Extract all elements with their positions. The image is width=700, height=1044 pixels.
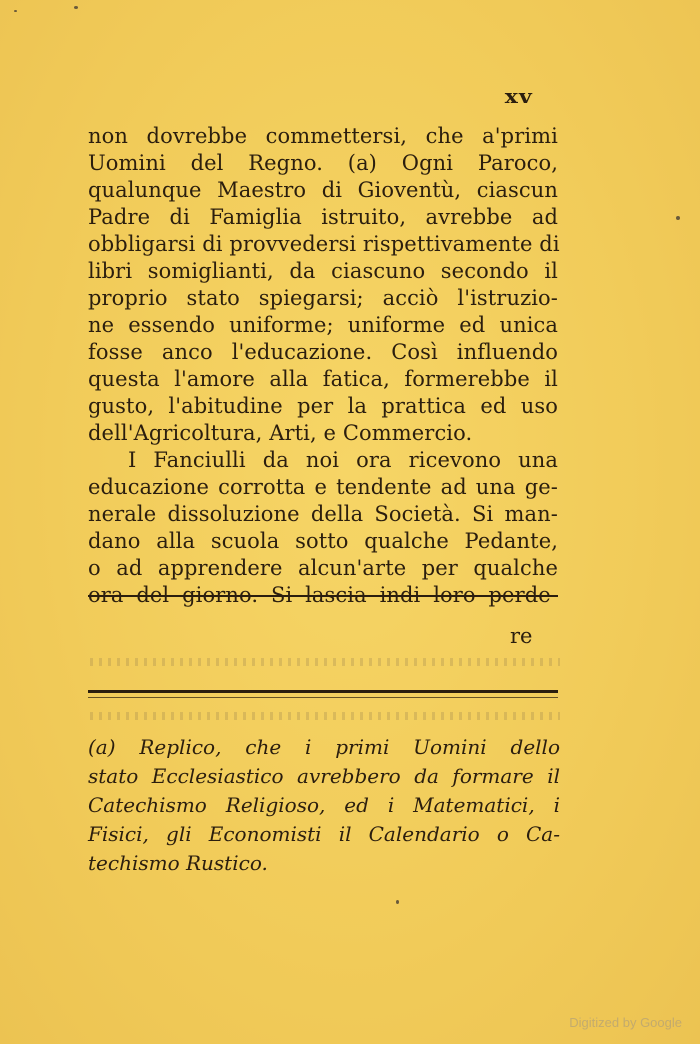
main-text-block (88, 123, 558, 609)
text-line: I Fanciulli da noi ora ricevono una (128, 448, 558, 472)
footnote-line: Fisici, gli Economisti il Calendario o Ca- (88, 822, 560, 846)
text-line: Padre di Famiglia istruito, avrebbe ad (88, 205, 558, 229)
text-line: ne essendo uniforme; uniforme ed unica (88, 313, 558, 337)
footnote-rule (88, 690, 558, 693)
text-line: nerale dissoluzione della Società. Si man- (88, 502, 558, 526)
footnote-line: techismo Rustico. (88, 851, 268, 875)
text-line: proprio stato spiegarsi; acciò l'istruzio- (88, 286, 558, 310)
text-line: educazione corrotta e tendente ad una ge- (88, 475, 558, 499)
page-number: xv (504, 84, 533, 108)
text-line: gusto, l'abitudine per la prattica ed uso (88, 394, 558, 418)
bleed-through-marks (90, 658, 560, 666)
footnote-line: (a) Replico, che i primi Uomini dello (88, 735, 560, 759)
footnote-rule-thin (88, 697, 558, 698)
footnote-line: Catechismo Religioso, ed i Matematici, i (88, 793, 560, 817)
text-line: libri somiglianti, da ciascuno secondo il (88, 259, 558, 283)
text-line: dell'Agricoltura, Arti, e Commercio. (88, 421, 473, 445)
text-line: ora del giorno. Si lascia indi loro perde- (88, 583, 558, 607)
paper-speck (74, 6, 78, 9)
paper-speck (396, 900, 399, 904)
paper-speck (14, 10, 17, 12)
catchword: re (510, 624, 533, 648)
text-line: obbligarsi di provvedersi rispettivamente di (88, 232, 560, 256)
watermark: Digitized by Google (569, 1015, 682, 1030)
text-line: non dovrebbe commettersi, che a'primi (88, 124, 558, 148)
text-line: qualunque Maestro di Gioventù, ciascun (88, 178, 558, 202)
text-line: Uomini del Regno. (a) Ogni Paroco, (88, 151, 558, 175)
footnote-line: stato Ecclesiastico avrebbero da formare il (88, 764, 560, 788)
footnote (88, 733, 560, 878)
text-line: o ad apprendere alcun'arte per qualche (88, 556, 558, 580)
bleed-through-marks (90, 712, 560, 720)
text-line: fosse anco l'educazione. Così influendo (88, 340, 558, 364)
paper-speck (676, 216, 680, 220)
text-line: questa l'amore alla fatica, formerebbe il (88, 367, 558, 391)
text-line: dano alla scuola sotto qualche Pedante, (88, 529, 558, 553)
